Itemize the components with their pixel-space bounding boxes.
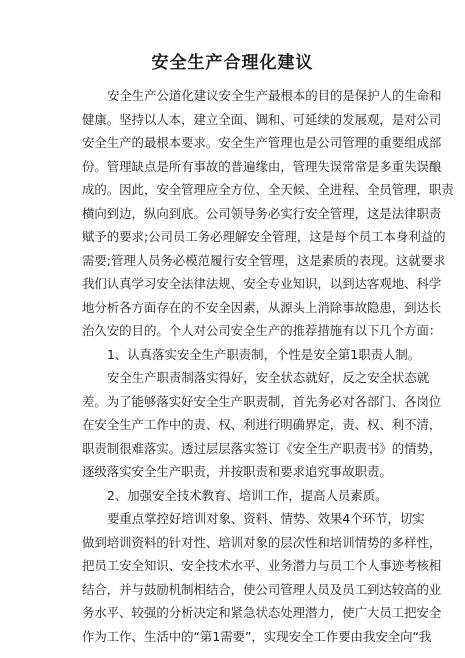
paragraph-line: 作为工作、生活中的“第1需要”，实现安全工作要由我安全向“我 xyxy=(82,628,432,644)
paragraph-line: 在安全生产工作中的责、权、利进行明确界定，责、权、利不清， xyxy=(82,417,442,432)
paragraph-line: 安全生产公道化建议安全生产最根本的目的是保护人的生命和 xyxy=(107,88,442,103)
paragraph-line: 健康。坚持以人本，建立全面、调和、可延续的发展观，是对公司 xyxy=(82,111,442,127)
page-title: 安全生产合理化建议 xyxy=(151,53,314,73)
document-body xyxy=(82,84,454,648)
paragraph-line: 地分析各方面存在的不安全因素，从源头上消除事故隐患，到达长 xyxy=(82,299,442,315)
paragraph-line: 横向到边，纵向到底。公司领导务必实行安全管理，这是法律职责 xyxy=(82,205,442,221)
paragraph-line: 逐级落实安全生产职责，并按职责和要求追究事故职责。 xyxy=(82,464,392,479)
paragraph-line: 安全生产的最根本要求。安全生产管理也是公司管理的重要组成部 xyxy=(82,135,442,150)
paragraph-line: 我们认真学习安全法律法规、安全专业知识，以到达客观地、科学 xyxy=(82,276,442,291)
section-heading-line: 1、认真落实安全生产职责制，个性是安全第1职责人制。 xyxy=(107,346,421,362)
paragraph-line: 结合，并与鼓励机制相结合，使公司管理人员及员工到达较高的业 xyxy=(82,581,442,597)
paragraph-line: 把员工安全知识、安全技术水平、业务潜力与员工个人事迹考核相 xyxy=(82,558,442,573)
paragraph-line: 务水平、较强的分析决定和紧急状态处理潜力，使广大员工把安全 xyxy=(82,605,442,620)
paragraph-line: 做到培训资料的针对性、培训对象的层次性和培训情势的多样性， xyxy=(82,534,442,550)
paragraph-line: 需要;管理人员务必模范履行安全管理，这是素质的表现。这就要求 xyxy=(82,252,446,268)
paragraph-line: 成的。因此，安全管理应全方位、全天候、全进程、全员管理，职责 xyxy=(82,182,454,197)
paragraph-line: 赋予的要求;公司员工务必理解安全管理，这是每个员工本身利益的 xyxy=(82,229,446,244)
paragraph-line: 职责制很难落实。透过层层落实签订《安全生产职责书》的情势， xyxy=(82,440,442,456)
section-heading-line: 2、加强安全技术教育、培训工作，提高人员素质。 xyxy=(107,487,388,503)
paragraph-line: 差。为了能够落实好安全生产职责制，首先务必对各部门、各岗位 xyxy=(82,393,442,409)
paragraph-line: 治久安的目的。个人对公司安全生产的推荐措施有以下几个方面： xyxy=(82,323,442,338)
paragraph-line: 安全生产职责制落实得好，安全状态就好，反之安全状态就 xyxy=(107,370,430,385)
paragraph-line: 要重点掌控好培训对象、资料、情势、效果4个环节，切实 xyxy=(107,511,425,526)
paragraph-line: 份。管理缺点是所有事故的普遍缘由，管理失误常常是多重失误酿 xyxy=(82,158,442,174)
